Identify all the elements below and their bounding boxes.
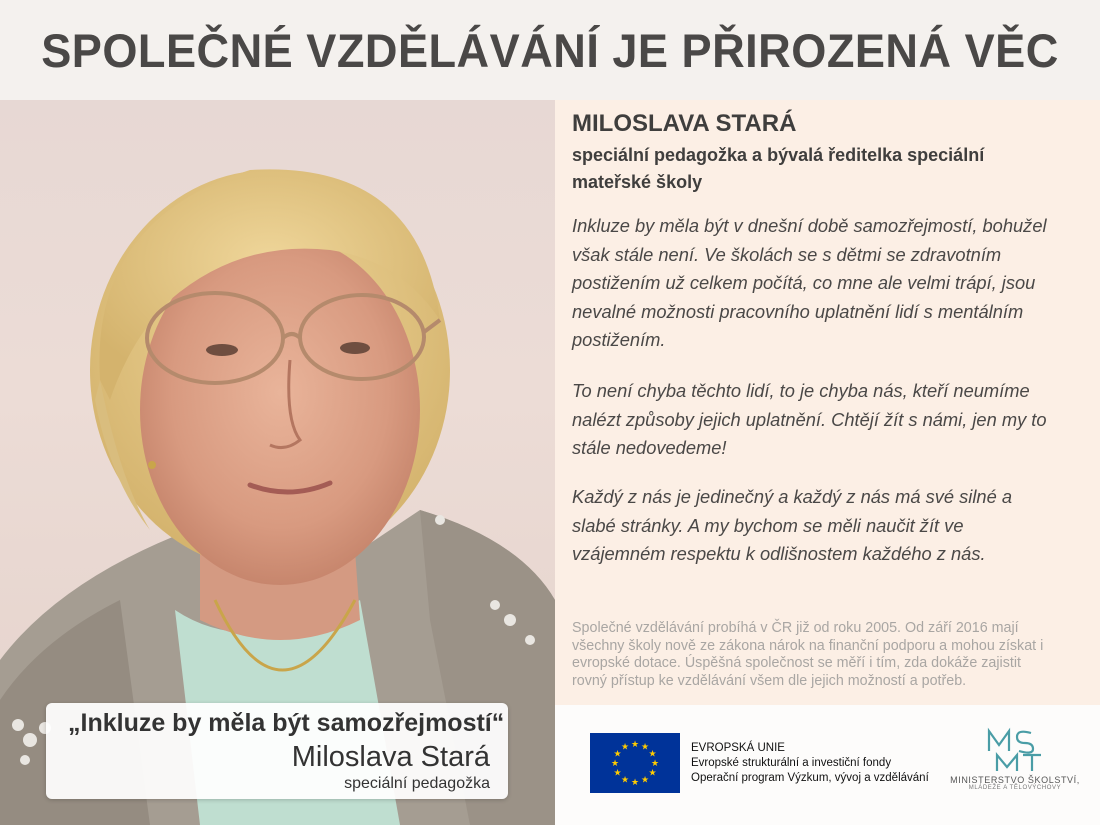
paragraph: Každý z nás je jedinečný a každý z nás má své silné a slabé stránky. A my bychom se měli naučit žít ve vzájemném respektu k odlišnostem každého z nás. bbox=[572, 486, 1012, 564]
page-title: SPOLEČNÉ VZDĚLÁVÁNÍ JE PŘIROZENÁ VĚC bbox=[41, 23, 1059, 77]
msmt-name-line2: MLÁDEŽE A TĚLOVÝCHOVY bbox=[968, 785, 1062, 791]
msmt-name-line1: MINISTERSTVO ŠKOLSTVÍ, bbox=[950, 775, 1080, 785]
person-name: MILOSLAVA STARÁ bbox=[572, 110, 797, 137]
svg-text:★: ★ bbox=[640, 775, 650, 786]
quote-author: Miloslava Stará bbox=[291, 741, 490, 773]
eu-text bbox=[691, 741, 929, 786]
svg-text:★: ★ bbox=[613, 768, 622, 779]
eu-title: EVROPSKÁ UNIE bbox=[691, 742, 785, 754]
paragraph: Inkluze by měla být v dnešní době samozřejmostí, bohužel však stále není. Ve školách se s dětmi se zdravotním postižením už celkem počítá, co mne ale velmi trápí, jsou nevalné možnosti pracovního uplatnění lidí s mentálním postižením. bbox=[572, 215, 1047, 350]
paragraph: To není chyba těchto lidí, to je chyba nás, kteří neumíme nalézt způsoby jejich uplatnění. Chtějí žít s námi, jen my to stále nedovedeme! bbox=[572, 380, 1047, 458]
info-note: Společné vzdělávání probíhá v ČR již od roku 2005. Od září 2016 mají všechny školy nově ze zákona nárok na finanční podporu a mohou získat i evropské dotace. Úspěšná společnost se měří i tím, zda dokáže zajistit rovný přístup ke vzdělávání všem dle jejich možností a potřeb. bbox=[572, 620, 1044, 689]
person-role: speciální pedagožka a bývalá ředitelka speciální mateřské školy bbox=[572, 145, 985, 192]
svg-text:★: ★ bbox=[630, 778, 640, 788]
eu-funds: Evropské strukturální a investiční fondy bbox=[691, 757, 892, 769]
svg-text:★: ★ bbox=[648, 749, 657, 760]
svg-text:★: ★ bbox=[640, 742, 650, 753]
svg-text:★: ★ bbox=[613, 749, 622, 760]
svg-text:★: ★ bbox=[650, 759, 660, 769]
quote-card bbox=[46, 703, 508, 799]
svg-text:★: ★ bbox=[620, 775, 630, 786]
eu-program: Operační program Výzkum, vývoj a vzdělávání bbox=[691, 772, 929, 784]
msmt-logo bbox=[950, 727, 1080, 791]
msmt-monogram-icon bbox=[985, 727, 1045, 773]
quote-author-role: speciální pedagožka bbox=[344, 775, 490, 792]
svg-text:★: ★ bbox=[620, 742, 630, 753]
svg-text:★: ★ bbox=[630, 740, 640, 750]
logo-bar bbox=[555, 705, 1100, 825]
quote-text: „Inkluze by měla být samozřejmostí“ bbox=[68, 709, 505, 737]
svg-text:★: ★ bbox=[648, 768, 657, 779]
svg-text:★: ★ bbox=[610, 759, 620, 769]
eu-flag-icon bbox=[590, 733, 680, 793]
headline-bar bbox=[0, 0, 1100, 100]
